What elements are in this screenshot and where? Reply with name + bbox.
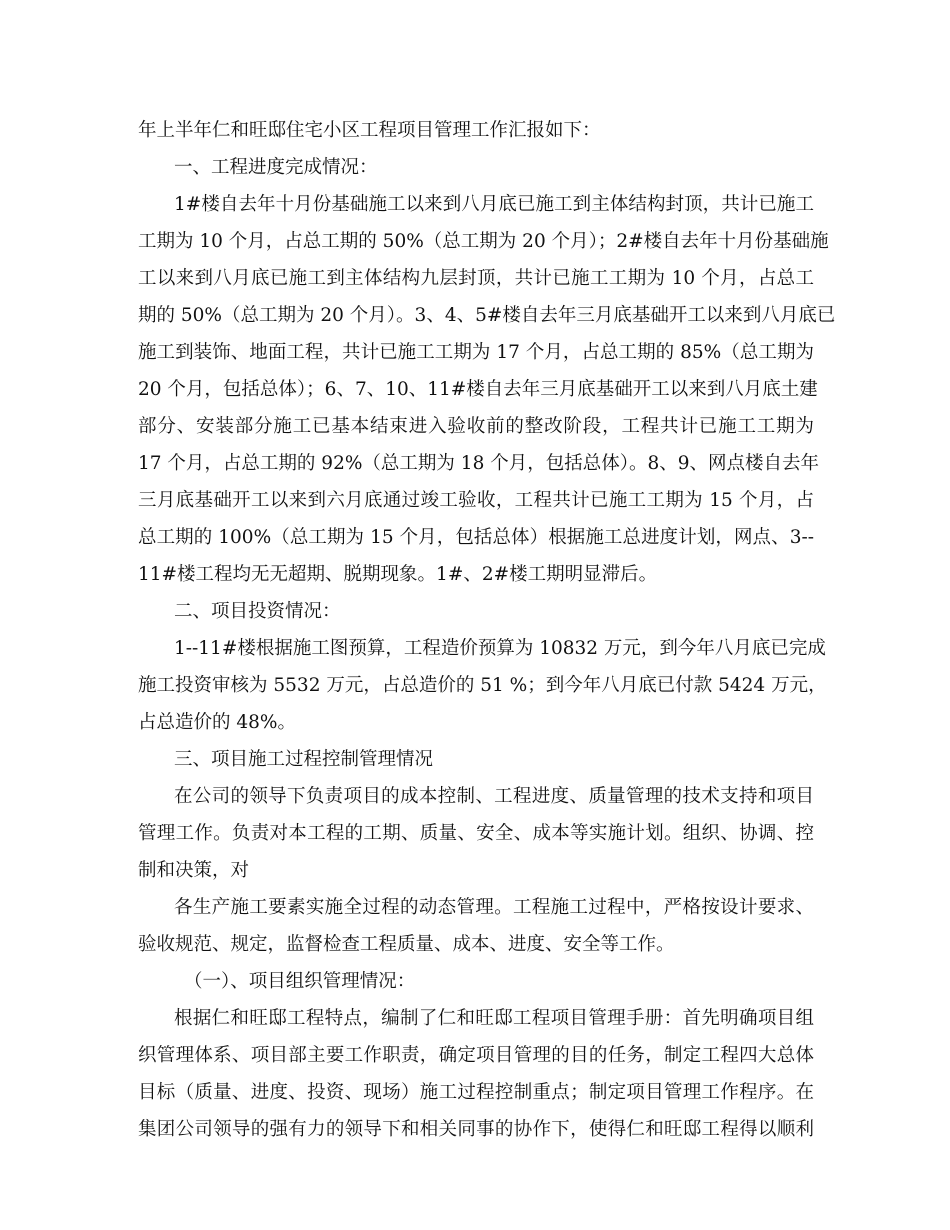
text-line: 年上半年仁和旺邸住宅小区工程项目管理工作汇报如下： [138, 120, 601, 141]
text-line: 集团公司领导的强有力的领导下和相关同事的协作下，使得仁和旺邸工程得以顺利 [138, 1119, 814, 1140]
text-line: 1--11#楼根据施工图预算，工程造价预算为 10832 万元，到今年八月底已完成 [174, 638, 826, 659]
text-line: 根据仁和旺邸工程特点，编制了仁和旺邸工程项目管理手册：首先明确项目组 [174, 1008, 814, 1029]
text-line: 部分、安装部分施工已基本结束进入验收前的整改阶段，工程共计已施工工期为 [138, 416, 814, 437]
text-line: 工期为 10 个月，占总工期的 50%（总工期为 20 个月）；2#楼自去年十月份基础施 [138, 231, 829, 252]
text-line: 目标（质量、进度、投资、现场）施工过程控制重点；制定项目管理工作程序。在 [138, 1082, 814, 1103]
text-line: 各生产施工要素实施全过程的动态管理。工程施工过程中，严格按设计要求、 [174, 897, 814, 918]
subsection-heading: （一）、项目组织管理情况： [184, 971, 416, 992]
text-line: 总工期的 100%（总工期为 15 个月，包括总体）根据施工总进度计划，网点、3-- [138, 527, 814, 548]
text-line: 施工到装饰、地面工程，共计已施工工期为 17 个月，占总工期的 85%（总工期为 [138, 342, 814, 363]
text-line: 制和决策，对 [138, 860, 250, 881]
text-line: 20 个月，包括总体）；6、7、10、11#楼自去年三月底基础开工以来到八月底土建 [138, 379, 818, 400]
text-line: 织管理体系、项目部主要工作职责，确定项目管理的目的任务，制定工程四大总体 [138, 1045, 814, 1066]
section-heading: 二、项目投资情况： [174, 601, 341, 622]
text-line: 施工投资审核为 5532 万元，占总造价的 51 %；到今年八月底已付款 5424 万元， [138, 675, 827, 696]
text-line: 验收规范、规定，监督检查工程质量、成本、进度、安全等工作。 [138, 934, 675, 955]
text-line: 工以来到八月底已施工到主体结构九层封顶，共计已施工工期为 10 个月，占总工 [138, 268, 814, 289]
text-line: 占总造价的 48%。 [138, 712, 297, 733]
text-line: 管理工作。负责对本工程的工期、质量、安全、成本等实施计划。组织、协调、控 [138, 823, 814, 844]
section-heading: 三、项目施工过程控制管理情况 [174, 749, 434, 770]
text-line: 1#楼自去年十月份基础施工以来到八月底已施工到主体结构封顶，共计已施工 [174, 194, 814, 215]
text-line: 11#楼工程均无无超期、脱期现象。1#、2#楼工期明显滞后。 [138, 564, 658, 585]
section-heading: 一、工程进度完成情况： [174, 157, 378, 178]
text-line: 在公司的领导下负责项目的成本控制、工程进度、质量管理的技术支持和项目 [174, 786, 814, 807]
text-line: 三月底基础开工以来到六月底通过竣工验收，工程共计已施工工期为 15 个月，占 [138, 490, 814, 511]
text-line: 17 个月，占总工期的 92%（总工期为 18 个月，包括总体）。8、9、网点楼自去年 [138, 453, 820, 474]
text-line: 期的 50%（总工期为 20 个月）。3、4、5#楼自去年三月底基础开工以来到八月底已 [138, 305, 836, 326]
